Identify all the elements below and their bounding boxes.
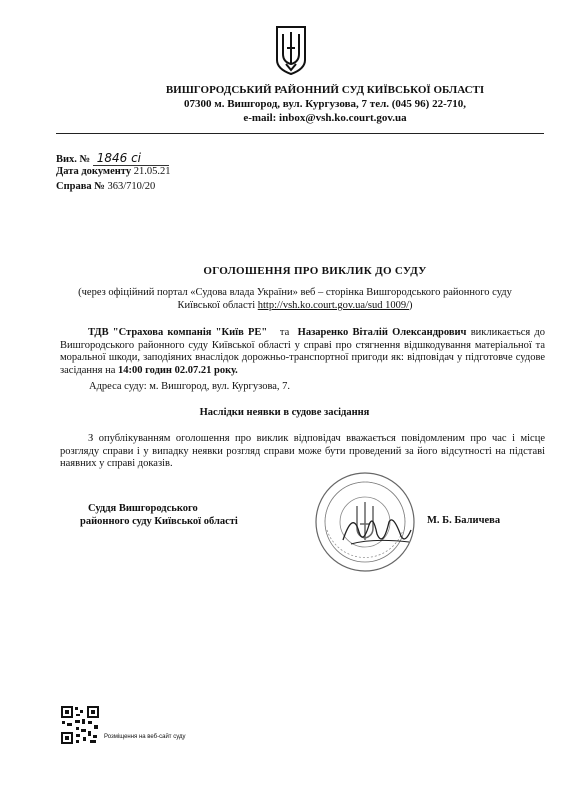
court-email: e-mail: inbox@vsh.ko.court.gov.ua xyxy=(243,112,407,124)
consequences-paragraph: З опублікуванням оголошення про виклик відповідач вважається повідомленим про час і місце розгляду справи і у випадку неявки розгляд справи може бути проведений за його відсутності на підставі наявних у справі доказів. xyxy=(60,433,545,469)
summons-text: викликається до Вишгородського районного суду Київської області у справі про стягнення відшкодування матеріальної та моральної шкоди, заподіяних внаслідок дорожньо-транспортної пригоди як: відповідач у підготовче судове засідання на xyxy=(60,327,546,376)
portal-note-close: ) xyxy=(409,300,413,311)
court-seal-stamp xyxy=(313,470,418,575)
case-label: Справа № xyxy=(56,181,105,192)
case-number: 363/710/20 xyxy=(107,181,156,192)
header-divider xyxy=(56,133,544,134)
portal-note-region: Київської області xyxy=(177,300,256,311)
document-date-label: Дата документу xyxy=(56,166,132,177)
case-number-line xyxy=(56,181,155,192)
court-name: ВИШГОРОДСЬКИЙ РАЙОННИЙ СУД КИЇВСЬКОЇ ОБЛАСТІ xyxy=(165,84,485,96)
court-address-note: Адреса суду: м. Вишгород, вул. Кургузова, 7. xyxy=(89,381,291,392)
conjunction: та xyxy=(279,327,290,338)
portal-note xyxy=(40,286,550,312)
section-title: Наслідки неявки в судове засідання xyxy=(199,407,370,418)
plaintiff-company: ТДВ "Страхова компанія "Київ РЕ" xyxy=(88,327,268,338)
outgoing-label: Вих. № xyxy=(56,154,91,165)
qr-caption: Розміщення на веб-сайт суду xyxy=(104,734,186,740)
document-date-value: 21.05.21 xyxy=(133,166,171,177)
hearing-time: 14:00 годин 02.07.21 року. xyxy=(118,364,238,376)
court-website-link[interactable]: http://vsh.ko.court.gov.ua/sud 1009/ xyxy=(257,300,410,311)
document-date-line xyxy=(56,166,170,177)
judge-position-line1: Суддя Вишгородського xyxy=(88,503,198,514)
outgoing-number: 1846 сі xyxy=(93,151,169,166)
announcement-title: ОГОЛОШЕННЯ ПРО ВИКЛИК ДО СУДУ xyxy=(203,265,427,277)
portal-note-line1: (через офіційний портал «Судова влада України» веб – сторінка Вишгородського районного суду xyxy=(78,287,512,298)
judge-position-line2: районного суду Київської області xyxy=(80,516,238,527)
qr-code-icon[interactable] xyxy=(60,705,100,745)
summons-paragraph xyxy=(60,327,545,377)
outgoing-number-line xyxy=(56,151,169,166)
judge-name: М. Б. Баличева xyxy=(427,515,501,526)
court-address: 07300 м. Вишгород, вул. Кургузова, 7 тел. (045 96) 22-710, xyxy=(183,98,467,110)
defendant-name: Назаренко Віталій Олександрович xyxy=(297,327,467,338)
ukraine-trident-emblem xyxy=(274,24,308,76)
